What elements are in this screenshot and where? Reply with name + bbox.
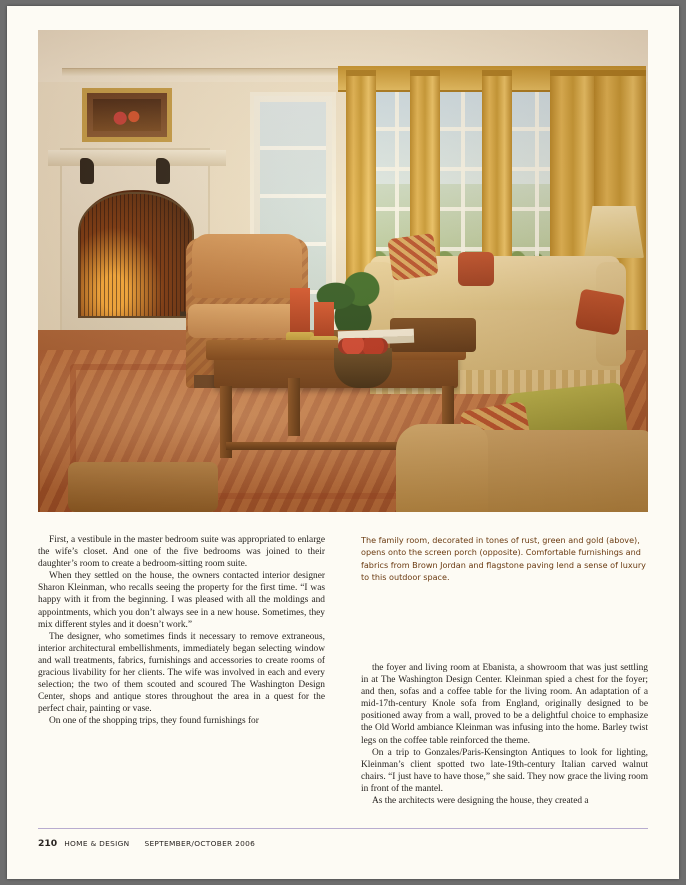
throw-pillow	[458, 252, 494, 286]
magazine-page	[7, 6, 679, 879]
mantel-figurine	[80, 158, 94, 184]
left-column	[38, 534, 325, 728]
article-columns	[38, 534, 648, 834]
footer-rule	[38, 828, 648, 829]
chair-back	[192, 234, 302, 298]
paragraph: As the architects were designing the house, they created a	[372, 796, 589, 807]
page-content	[38, 30, 648, 855]
paragraph: The designer, who sometimes finds it necessary to remove extraneous, interior architectural embellishments, immediately began selecting window and wall treatments, fabrics, furnishings and accessories to create rooms of gracious livability for her clients. The wife was involved in each and every selection; the two of them scouted and scoured The Washington Design Center, shops and antique stores throughout the area in a quest for the perfect chair, painting or vase.	[38, 631, 325, 715]
family-room-photo	[38, 30, 648, 512]
throw-pillow	[575, 288, 625, 335]
paragraph: When they settled on the house, the owners contacted interior designer Sharon Kleinman, who recalls seeing the property for the first time. “I was happy with it from the beginning. I was pleased with all the moldings and appointments, which you don’t always see in a new house. Sometimes, they mix different styles and it doesn’t work.”	[38, 571, 325, 630]
paragraph: On one of the shopping trips, they found furnishings for	[49, 716, 259, 727]
table-leg	[288, 378, 300, 436]
table-lamp	[584, 206, 644, 258]
fire-screen	[78, 192, 194, 318]
mantel-figurine	[156, 158, 170, 184]
paragraph: First, a vestibule in the master bedroom suite was appropriated to enlarge the wife’s closet. And one of the five bedrooms was joined to their daughter’s room to create a bedroom-sitting room suite.	[38, 535, 325, 570]
caption-text: The family room, decorated in tones of rust, green and gold (above), opens onto the screen porch (opposite). Comfortable furnishings and fabrics from Brown Jordan and flagstone paving lend a sense of luxury to this outdoor space.	[361, 535, 646, 583]
fruit-bowl	[334, 348, 392, 388]
issue-date: SEPTEMBER/OCTOBER 2006	[144, 839, 256, 848]
paragraph: On a trip to Gonzales/Paris-Kensington Antiques to look for lighting, Kleinman’s client spotted two late-19th-century Italian carved walnut chairs. “I just have to have those,” she said. They now grace the living room in front of the mantel.	[361, 747, 648, 794]
photo-caption	[361, 534, 648, 584]
mantel	[48, 150, 226, 166]
page-number: 210	[38, 838, 58, 849]
right-column	[361, 662, 648, 807]
framed-painting	[82, 88, 172, 142]
sofa-arm	[396, 424, 488, 512]
pillar-candle	[290, 288, 310, 334]
paragraph: the foyer and living room at Ebanista, a showroom that was just settling in at The Washington Design Center. Kleinman spied a chest for the foyer; and then, sofas and a coffee table for the living room. An adaptation of a mid-17th-century Knole sofa from England, originally designed to be positioned away from a wall, proved to be a delightful choice to emphasize the Old World ambiance Kleinman was infusing into the home. Barley twist legs on the coffee table reinforced the theme.	[361, 663, 648, 746]
page-footer	[38, 838, 648, 849]
ottoman	[68, 462, 218, 512]
foreground-sofa	[404, 430, 648, 512]
pillar-candle	[314, 302, 334, 338]
magazine-name: HOME & DESIGN	[64, 839, 130, 848]
